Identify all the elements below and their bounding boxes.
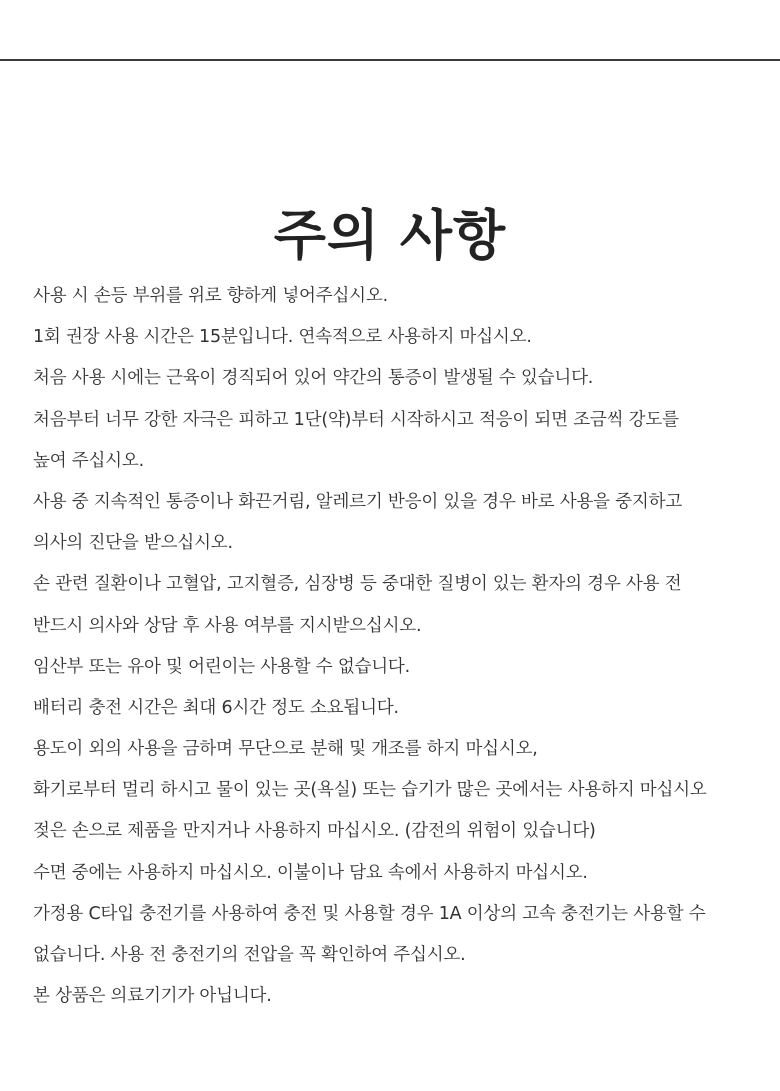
page-title: 주의 사항 — [273, 204, 507, 268]
notice-line: 1회 권장 사용 시간은 15분입니다. 연속적으로 사용하지 마십시오. — [33, 327, 532, 348]
notice-line: 없습니다. 사용 전 충전기의 전압을 꼭 확인하여 주십시오. — [33, 945, 466, 965]
notice-line: 화기로부터 멀리 하시고 물이 있는 곳(욕실) 또는 습기가 많은 곳에서는 사용하지 마십시오 — [33, 780, 707, 801]
notice-line: 본 상품은 의료기기가 아닙니다. — [33, 986, 272, 1007]
top-divider — [0, 59, 780, 61]
notice-line: 처음 사용 시에는 근육이 경직되어 있어 약간의 통증이 발생될 수 있습니다. — [33, 368, 594, 389]
notice-line: 젖은 손으로 제품을 만지거나 사용하지 마십시오. (감전의 위험이 있습니다) — [33, 821, 596, 842]
notice-line: 배터리 충전 시간은 최대 6시간 정도 소요됩니다. — [33, 697, 399, 718]
notice-line: 의사의 진단을 받으십시오. — [33, 533, 233, 554]
notice-line: 수면 중에는 사용하지 마십시오. 이불이나 담요 속에서 사용하지 마십시오. — [33, 862, 588, 883]
notice-line: 반드시 의사와 상담 후 사용 여부를 지시받으십시오. — [33, 615, 422, 636]
notice-line: 높여 주십시오. — [33, 450, 144, 471]
notice-line: 임산부 또는 유아 및 어린이는 사용할 수 없습니다. — [33, 656, 411, 677]
notice-line: 가정용 C타입 충전기를 사용하여 충전 및 사용할 경우 1A 이상의 고속 충전기는 사용할 수 — [33, 903, 706, 924]
notice-line: 사용 시 손등 부위를 위로 향하게 넣어주십시오. — [33, 286, 388, 306]
notice-line: 손 관련 질환이나 고혈압, 고지혈증, 심장병 등 중대한 질병이 있는 환자의 경우 사용 전 — [33, 574, 682, 595]
notice-line: 용도이 외의 사용을 금하며 무단으로 분해 및 개조를 하지 마십시오, — [33, 739, 538, 760]
notice-line: 사용 중 지속적인 통증이나 화끈거림, 알레르기 반응이 있을 경우 바로 사용을 중지하고 — [33, 491, 683, 512]
notice-line: 처음부터 너무 강한 자극은 피하고 1단(약)부터 시작하시고 적응이 되면 조금씩 강도를 — [33, 409, 679, 430]
notice-list — [33, 276, 773, 1017]
